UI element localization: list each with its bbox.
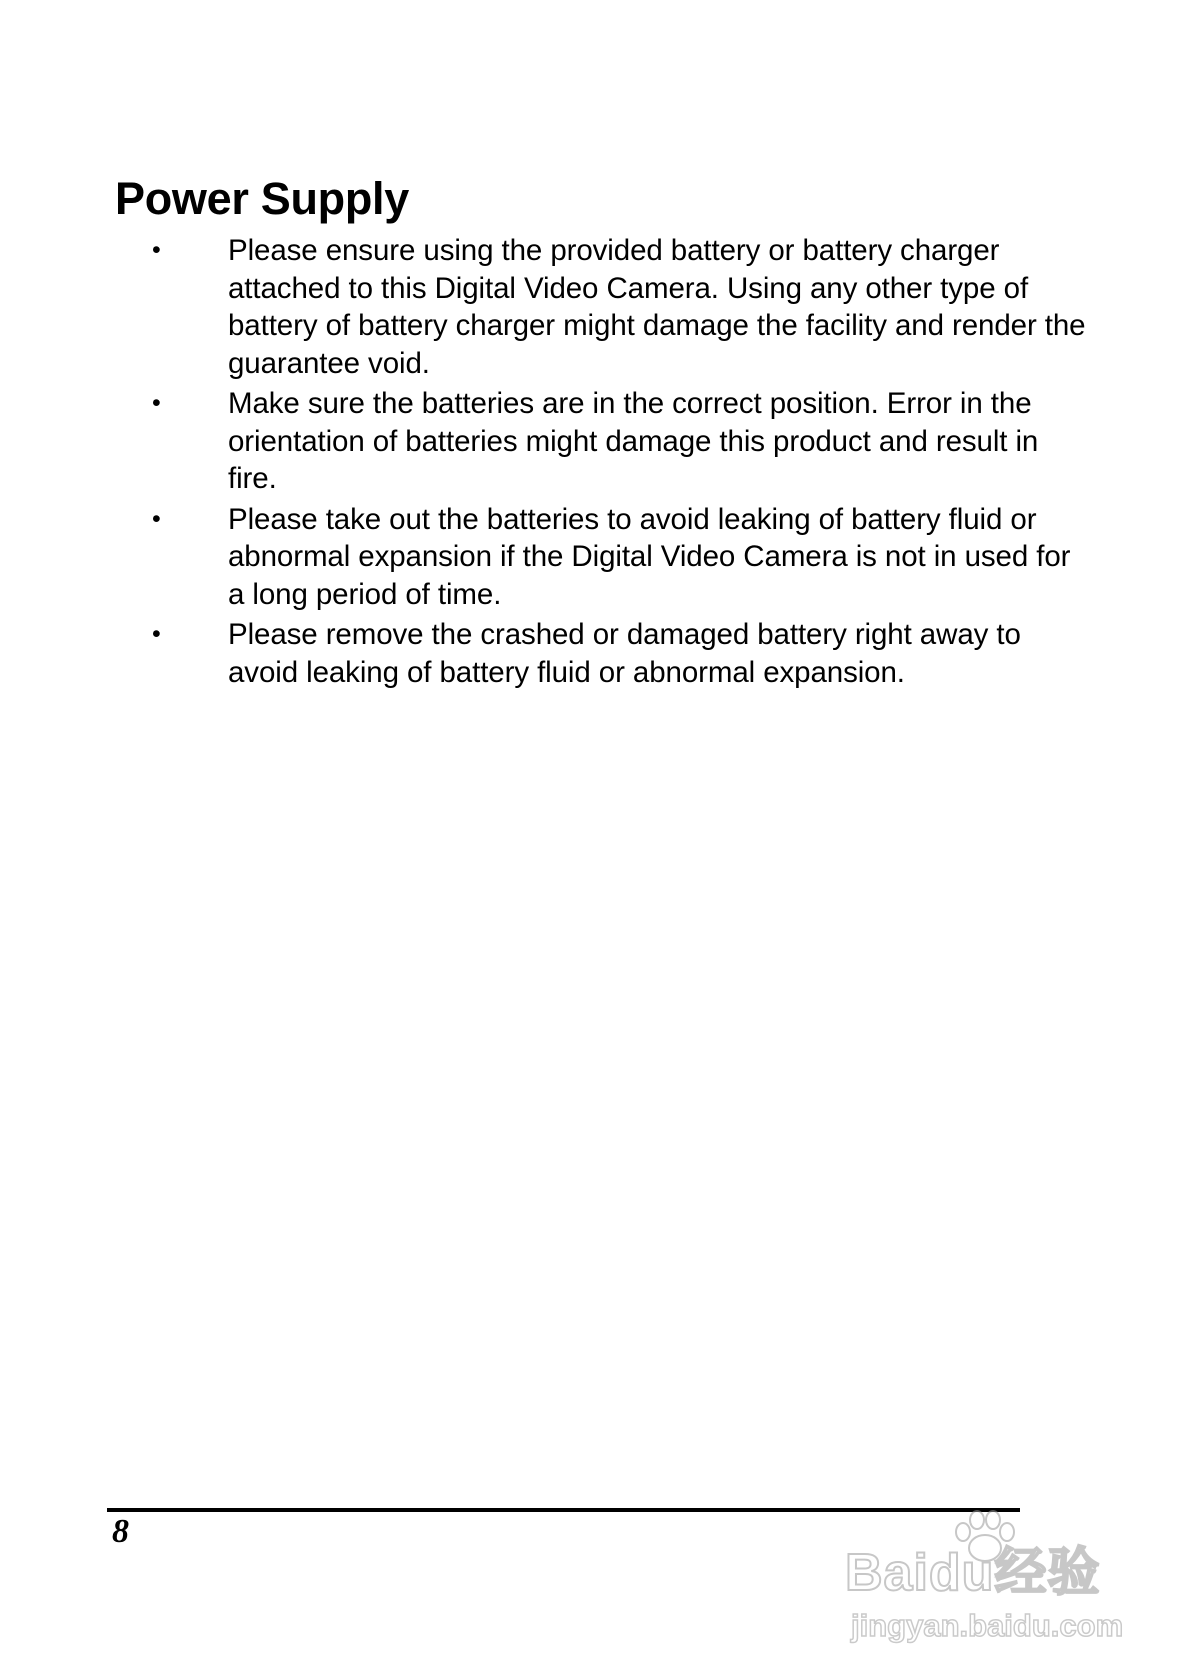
page-number: 8 xyxy=(112,1513,129,1550)
bullet-list xyxy=(150,232,1090,694)
list-item xyxy=(150,232,1090,382)
bullet-icon: • xyxy=(152,620,161,648)
bullet-icon: • xyxy=(152,504,161,533)
list-item-text: Please ensure using the provided battery or battery charger attached to this Digital Video Camera. Using any other type of battery of battery charger might damage the facility and render the guarantee void. xyxy=(228,234,1086,380)
list-item-text: Make sure the batteries are in the correct position. Error in the orientation of batteries might damage this product and result in fire. xyxy=(228,387,1039,495)
section-title: Power Supply xyxy=(115,173,409,224)
bullet-icon: • xyxy=(152,389,161,417)
watermark xyxy=(845,1508,1130,1658)
watermark-url: jingyan.baidu.com xyxy=(851,1608,1124,1643)
list-item xyxy=(150,385,1090,498)
list-item-text: Please remove the crashed or damaged battery right away to avoid leaking of battery fluid or abnormal expansion. xyxy=(228,618,1021,689)
watermark-brand: Baidu经验 xyxy=(845,1544,1101,1602)
list-item xyxy=(150,616,1090,691)
list-item-text: Please take out the batteries to avoid leaking of battery fluid or abnormal expansion if the Digital Video Camera is not in used for a long period of time. xyxy=(228,502,1071,611)
list-item xyxy=(150,501,1090,614)
bullet-icon: • xyxy=(152,236,161,264)
